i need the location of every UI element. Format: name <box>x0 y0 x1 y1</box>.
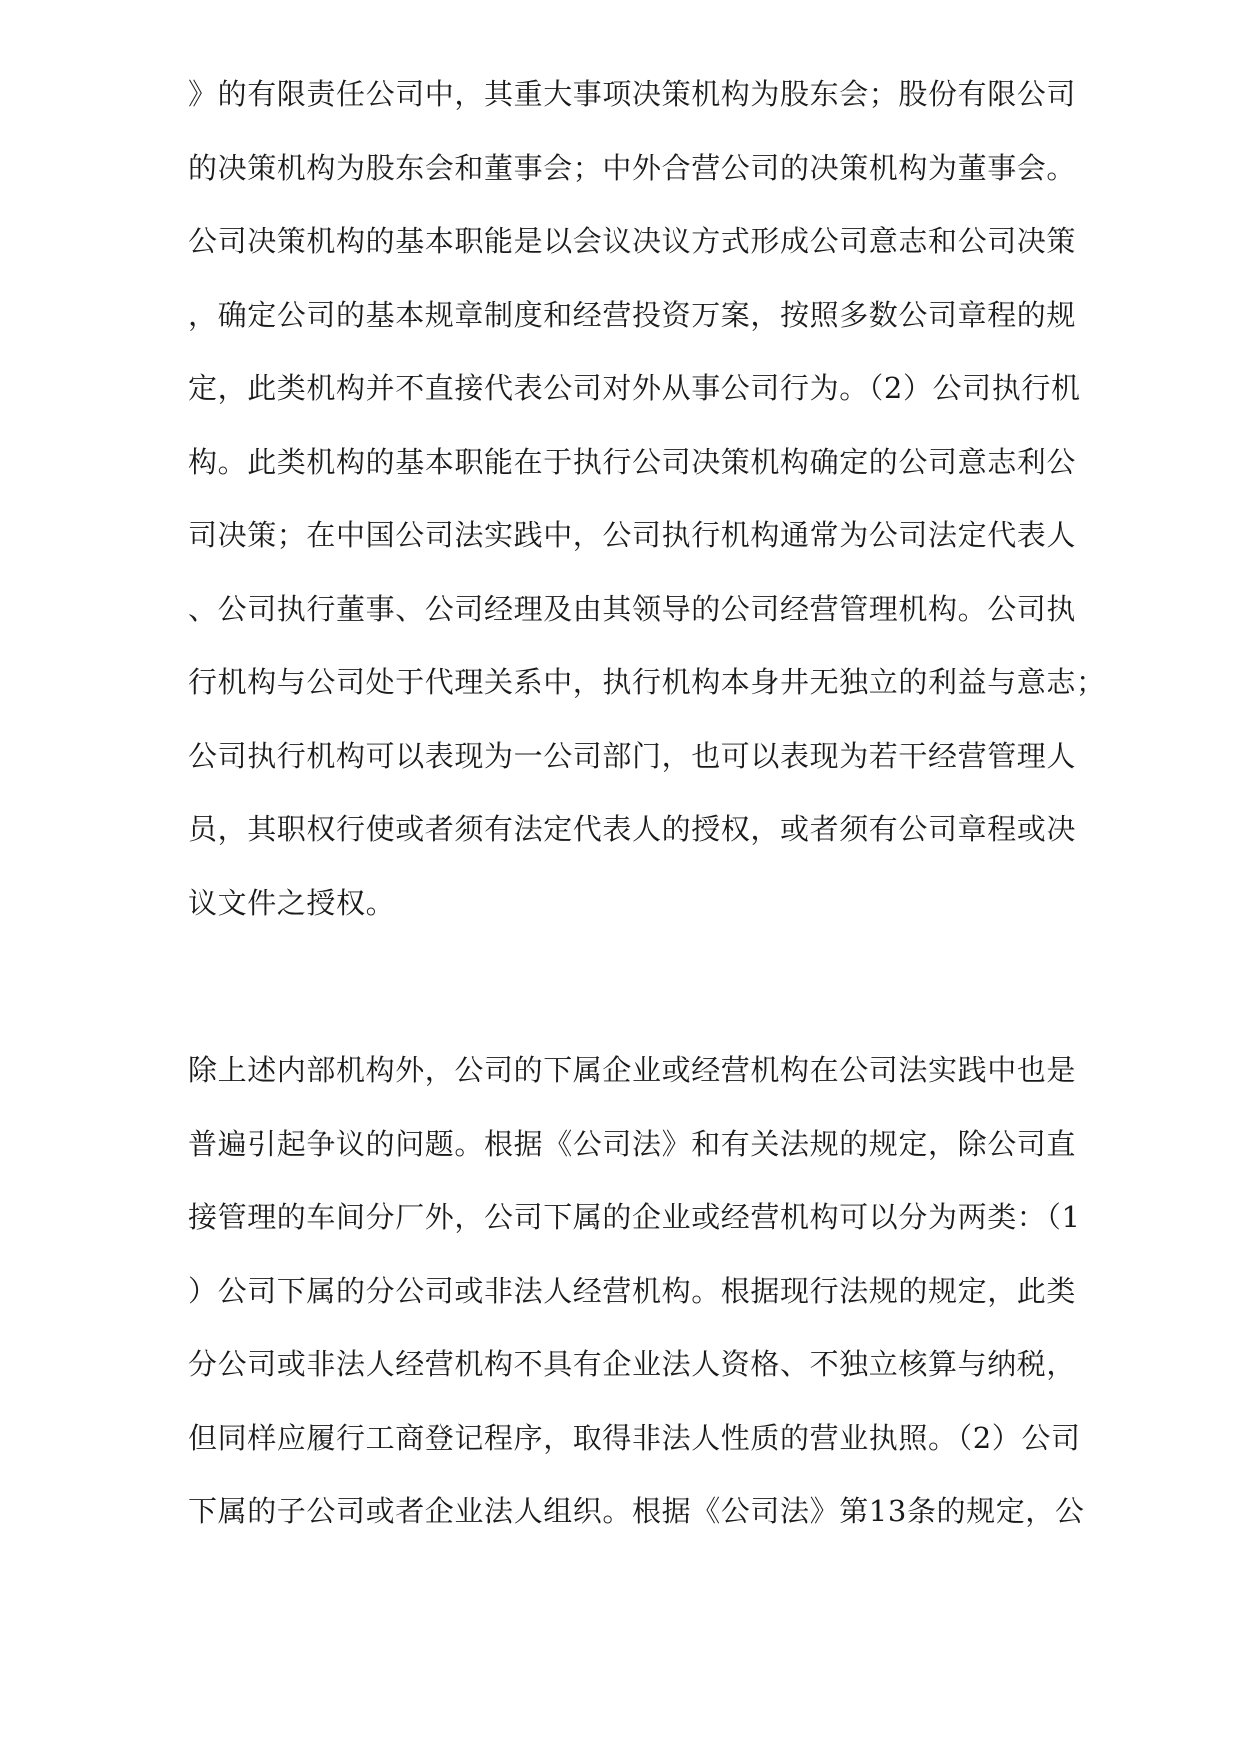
text-line: 议文件之授权。 <box>188 885 396 920</box>
text-line: 》的有限责任公司中，其重大事项决策机构为股东会；股份有限公司 <box>188 77 1077 111</box>
text-line: 分公司或非法人经营机构不具有企业法人资格、不独立核算与纳税， <box>188 1347 1077 1381</box>
text-line: ）公司下属的分公司或非法人经营机构。根据现行法规的规定，此类 <box>188 1273 1077 1308</box>
text-line: 公司决策机构的基本职能是以会议决议方式形成公司意志和公司决策 <box>188 224 1077 258</box>
text-line: 行机构与公司处于代理关系中，执行机构本身井无独立的利益与意志； <box>188 665 1106 699</box>
paragraph-subsidiary-units <box>188 1034 1148 1549</box>
text-line: 接管理的车间分厂外，公司下属的企业或经营机构可以分为两类：（1 <box>188 1200 1081 1234</box>
text-line: 公司执行机构可以表现为一公司部门，也可以表现为若干经营管理人 <box>188 738 1077 773</box>
text-line: 定，此类机构并不直接代表公司对外从事公司行为。（2）公司执行机 <box>188 371 1081 405</box>
text-line: 的决策机构为股东会和董事会；中外合营公司的决策机构为董事会。 <box>188 150 1077 185</box>
paragraph-company-organs <box>188 58 1148 940</box>
text-line: 、公司执行董事、公司经理及由其领导的公司经营管理机构。公司执 <box>188 591 1077 626</box>
text-line: 下属的子公司或者企业法人组织。根据《公司法》第13条的规定，公 <box>188 1494 1085 1528</box>
text-line: 员，其职权行使或者须有法定代表人的授权，或者须有公司章程或决 <box>188 812 1077 846</box>
text-line: 司决策；在中国公司法实践中，公司执行机构通常为公司法定代表人 <box>188 518 1077 552</box>
text-line: 但同样应履行工商登记程序，取得非法人性质的营业执照。（2）公司 <box>188 1420 1081 1455</box>
text-line: 除上述内部机构外，公司的下属企业或经营机构在公司法实践中也是 <box>188 1053 1077 1087</box>
text-line: 普遍引起争议的问题。根据《公司法》和有关法规的规定，除公司直 <box>188 1126 1077 1161</box>
text-line: ，确定公司的基本规章制度和经营投资万案，按照多数公司章程的规 <box>188 297 1077 332</box>
text-line: 构。此类机构的基本职能在于执行公司决策机构确定的公司意志利公 <box>188 444 1077 479</box>
